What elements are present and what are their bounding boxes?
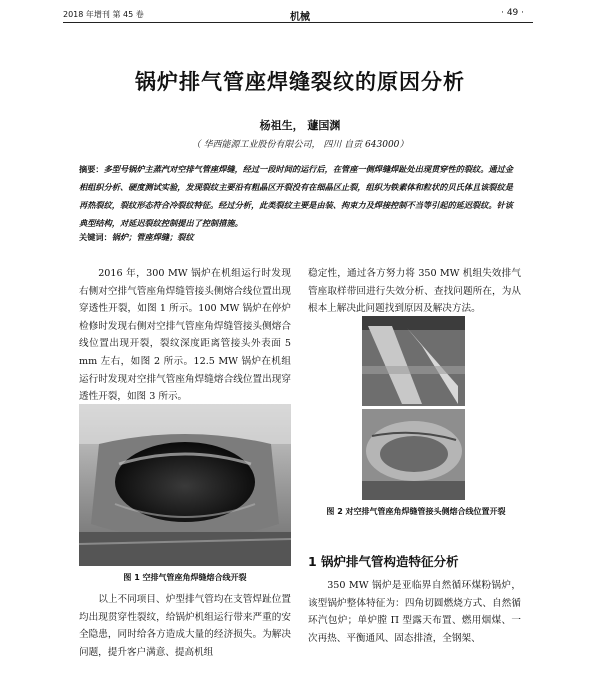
paper-title: 锅炉排气管座焊缝裂纹的原因分析 bbox=[135, 70, 465, 94]
body-paragraph-2: 以上不同项目、炉型排气管均在支管焊趾位置均出现贯穿性裂纹，给锅炉机组运行带来严重的安全隐患，同时给各方造成大量的经济损失。为解决问题，提升客户满意、提高机组 bbox=[79, 594, 291, 658]
figure-2-caption: 图 2 对空排气管座角焊缝管接头侧熔合线位置开裂 bbox=[326, 507, 506, 516]
abstract bbox=[79, 160, 519, 232]
figure-1-image bbox=[79, 404, 291, 566]
keywords-text: 锅炉；管座焊缝；裂纹 bbox=[111, 232, 194, 242]
body-paragraph-1: 2016 年，300 MW 锅炉在机组运行时发现右侧对空排气管座角焊缝管接头侧熔合线位置出现穿透性开裂，如图 1 所示。100 MW 锅炉在停炉检修时发现右侧对空排气管座角焊缝管接头侧熔合线位置出现开裂，裂纹深度距离管接头外表面 5 mm 左右，如图 2 所示。12.5 MW 锅炉在机组运行时发现对空排气管座角焊缝熔合线位置出现穿透性开裂，如图 3 所示。 bbox=[79, 268, 291, 403]
body-paragraph-3: 稳定性，通过各方努力将 350 MW 机组失效排气管座取样带回进行失效分析、查找问题所在，为从根本上解决此问题找到原因及解决方法。 bbox=[308, 268, 521, 315]
figure-2-image bbox=[362, 316, 465, 500]
header-rule bbox=[63, 22, 533, 23]
weld-crack-photo-2 bbox=[362, 316, 465, 500]
weld-crack-photo-1 bbox=[79, 404, 291, 566]
affiliation: （ 华西能源工业股份有限公司， 四川 自贡 643000） bbox=[191, 140, 409, 150]
abstract-label: 摘要： bbox=[79, 164, 104, 174]
figure-1-caption: 图 1 空排气管座角焊缝熔合线开裂 bbox=[123, 573, 247, 582]
keywords bbox=[79, 232, 519, 243]
journal-issue: 2018 年增刊 第 45 卷 bbox=[63, 10, 144, 19]
section-name: 机械 bbox=[290, 12, 310, 23]
abstract-text: 多型号锅炉主蒸汽对空排气管座焊缝，经过一段时间的运行后，在管座一侧焊缝焊趾处出现贯穿性的裂纹。通过金相组织分析、硬度测试实验，发现裂纹主要沿有粗晶区开裂没有在细晶区止裂，组织为铁素体和粒状的贝氏体且该裂纹是再热裂纹，裂纹形态符合冷裂纹特征。经过分析，此类裂纹主要是由装、拘束力及焊接控制不当等引起的延迟裂纹。针该典型结构，对延迟裂纹控制提出了控制措施。 bbox=[79, 164, 513, 228]
section-1-heading: 1 锅炉排气管构造特征分析 bbox=[308, 554, 459, 569]
authors: 杨祖生， 蘧国渊 bbox=[259, 119, 341, 132]
page-number: · 49 · bbox=[501, 8, 524, 18]
keywords-label: 关键词： bbox=[79, 232, 112, 242]
body-paragraph-4: 350 MW 锅炉是亚临界自然循环煤粉锅炉，该型锅炉整体特征为：四角切圆燃烧方式、自然循环汽包炉；单炉膛 Π 型露天布置、燃用烟煤、一次再热、平衡通风、固态排渣，全钢架、 bbox=[308, 580, 521, 644]
